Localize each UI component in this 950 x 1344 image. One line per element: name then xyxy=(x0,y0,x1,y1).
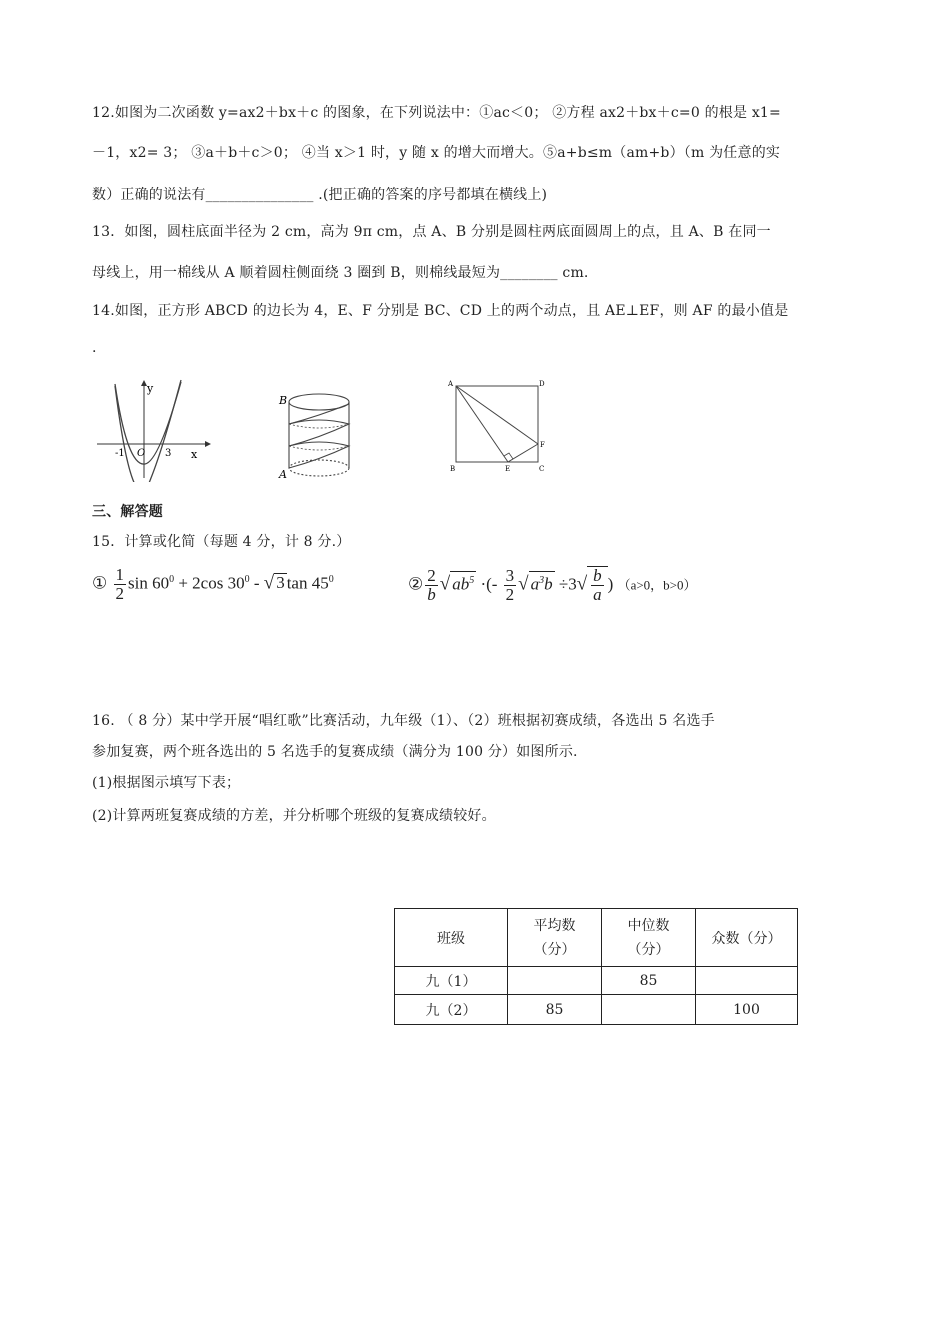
cylinder-label-a: A xyxy=(279,468,287,481)
q15-sin-term: sin 60 xyxy=(128,573,170,593)
square-label-c: C xyxy=(539,465,545,472)
parabola-figure xyxy=(93,378,211,482)
x-axis-label: x xyxy=(191,448,198,461)
q15-tan-term: tan 45 xyxy=(286,573,329,593)
table-header-row xyxy=(395,909,798,967)
section-title: 三、解答题 xyxy=(92,504,163,520)
row1-median: 85 xyxy=(602,967,696,995)
q16-line1: 16. （ 8 分）某中学开展“唱红歌”比赛活动，九年级（1）、（2）班根据初赛成绩，各选出 5 名选手 xyxy=(92,713,715,729)
q15-part1-marker: ① xyxy=(92,573,108,593)
q13-line1: 13．如图，圆柱底面半径为 2 cm，高为 9π cm，点 A、B 分别是圆柱两底面圆周上的点，且 A、B 在同一 xyxy=(92,224,771,240)
root-neg-one-label: -1 xyxy=(115,448,125,459)
q15-expression-1: ① $\frac{1}{2}$ $\sin 60^0 + 2\cos$ $30^0$ - √ 3 $\tan 45^0$ xyxy=(92,565,334,603)
header-median: 中位数 （分） xyxy=(602,909,696,967)
table-row xyxy=(395,967,798,995)
cylinder-figure xyxy=(276,388,356,482)
root-three-label: 3 xyxy=(165,448,172,459)
square-label-b: B xyxy=(450,465,456,472)
row2-class: 九（2） xyxy=(395,995,508,1025)
row1-class: 九（1） xyxy=(395,967,508,995)
q15-condition: （a>0，b>0） xyxy=(617,577,697,593)
q14-line1: 14.如图，正方形 ABCD 的边长为 4，E、F 分别是 BC、CD 上的两个动点，且 AE⊥EF，则 AF 的最小值是 xyxy=(92,303,789,319)
table-row xyxy=(395,995,798,1025)
q14-line2: . xyxy=(92,340,97,356)
square-label-d: D xyxy=(539,380,545,388)
q15-cos-term: + 2cos 30 xyxy=(178,573,245,593)
q16-line3: (1)根据图示填写下表； xyxy=(92,775,241,791)
origin-label: O xyxy=(137,448,146,459)
q12-line1: 12.如图为二次函数 y=ax2＋bx＋c 的图象，在下列说法中：①ac＜0； ②方程 ax2＋bx＋c=0 的根是 x1= xyxy=(92,105,781,121)
square-label-a: A xyxy=(448,380,454,388)
header-mean: 平均数 （分） xyxy=(508,909,602,967)
q12-line3: 数）正确的说法有_______________ .(把正确的答案的序号都填在横线上) xyxy=(92,187,548,203)
y-axis-label: y xyxy=(147,382,154,395)
row1-mode[interactable] xyxy=(696,967,798,995)
q16-line2: 参加复赛，两个班各选出的 5 名选手的复赛成绩（满分为 100 分）如图所示. xyxy=(92,744,578,760)
score-table xyxy=(394,908,798,1025)
square-figure xyxy=(446,378,546,472)
q15-part2-marker: ② xyxy=(408,574,424,594)
q15-title: 15．计算或化简（每题 4 分，计 8 分.） xyxy=(92,534,351,550)
square-label-e: E xyxy=(505,465,511,472)
q12-line2: －1，x2= 3； ③a＋b＋c＞0； ④当 x＞1 时，y 随 x 的增大而增大。⑤a+b≤m（am+b）（m 为任意的实 xyxy=(92,145,781,161)
q15-deg-1: 0 xyxy=(169,573,175,585)
q16-line4: (2)计算两班复赛成绩的方差，并分析哪个班级的复赛成绩较好。 xyxy=(92,808,496,824)
q15-deg-3: 0 xyxy=(328,573,334,585)
row2-mean: 85 xyxy=(508,995,602,1025)
row1-mean[interactable] xyxy=(508,967,602,995)
header-class: 班级 xyxy=(395,909,508,967)
q15-deg-2: 0 xyxy=(244,573,250,585)
row2-mode: 100 xyxy=(696,995,798,1025)
cylinder-label-b: B xyxy=(279,394,288,407)
row2-median[interactable] xyxy=(602,995,696,1025)
q13-line2: 母线上，用一棉线从 A 顺着圆柱侧面绕 3 圈到 B，则棉线最短为________ cm. xyxy=(92,265,589,281)
header-mode: 众数（分） xyxy=(696,909,798,967)
square-label-f: F xyxy=(540,441,545,449)
q15-expression-2: ② $\frac{2}{b}$ √ $ab^5$ ·(- $\frac{3}{2}$ √ $a^3b \div 3√$ $\frac{b}{a}$ ) （a>0，b>0） xyxy=(408,566,697,604)
